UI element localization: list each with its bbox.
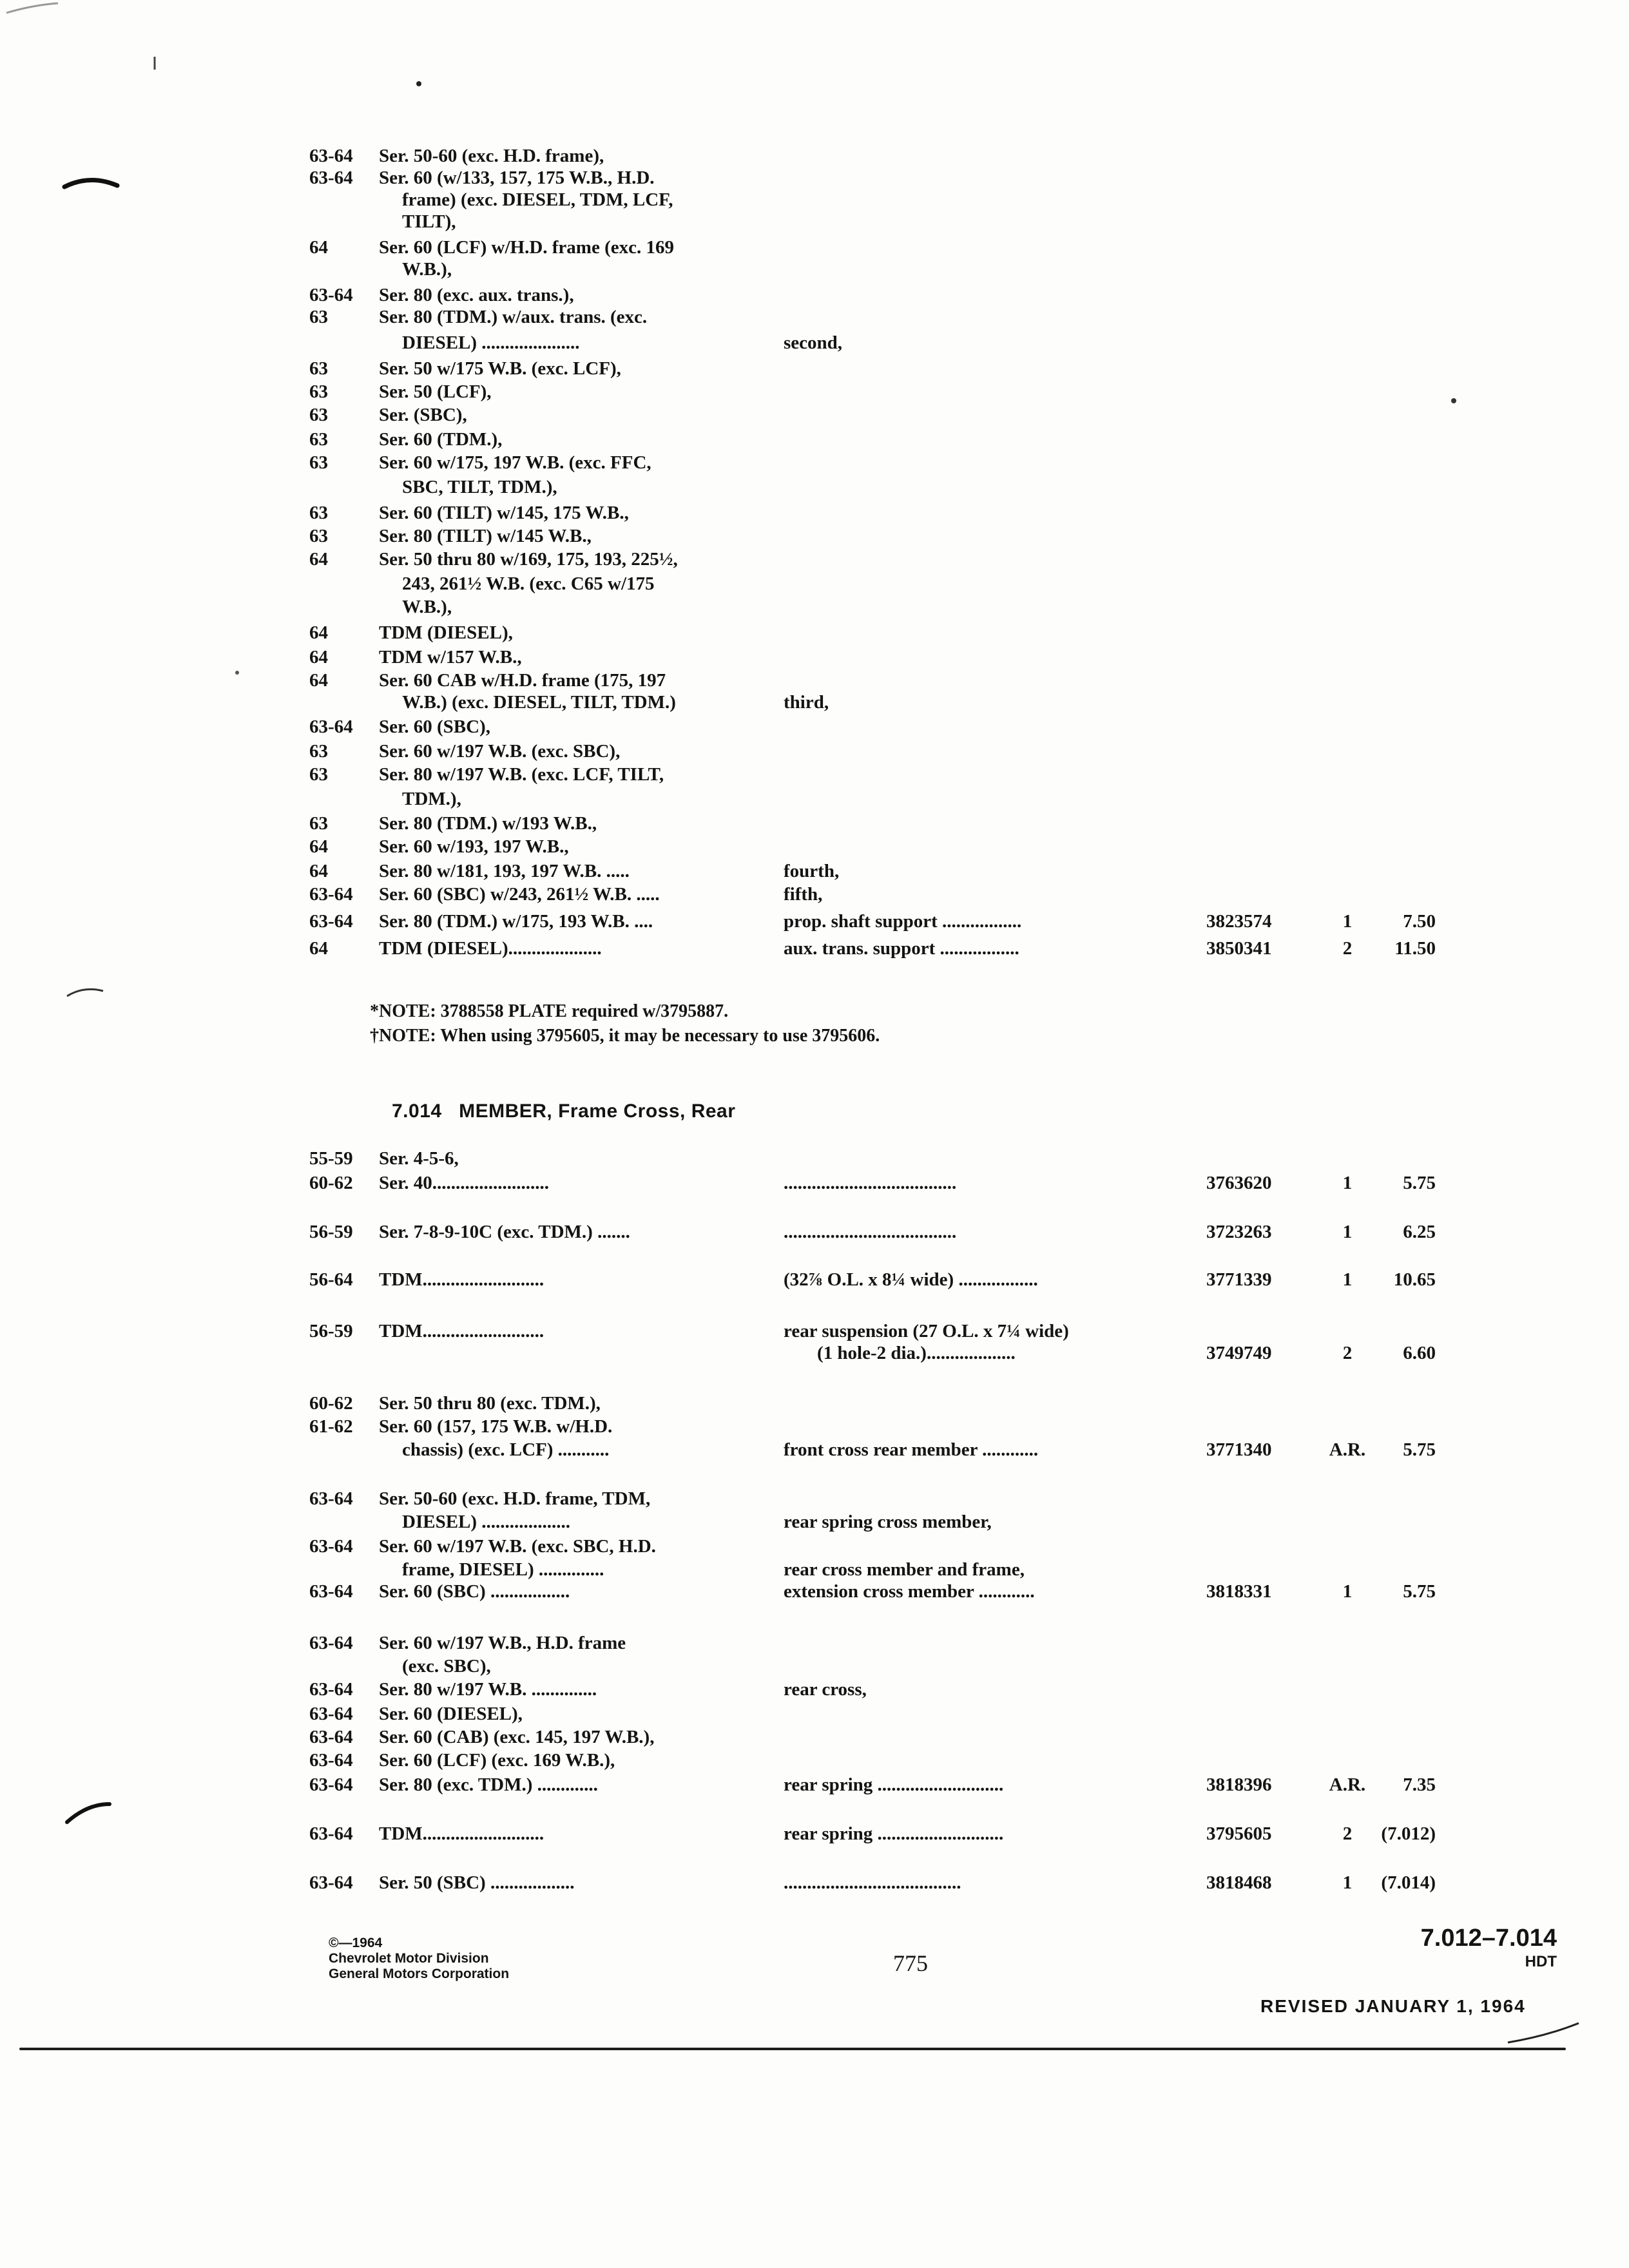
application-description: Ser. 40......................... (379, 1173, 549, 1193)
model-year: 63 (309, 741, 328, 762)
model-year: 64 (309, 237, 328, 258)
model-year: 64 (309, 670, 328, 691)
model-year: 64 (309, 938, 328, 959)
model-year: 61-62 (309, 1416, 353, 1437)
model-year: 63-64 (309, 285, 353, 305)
part-description: rear spring cross member, (784, 1512, 992, 1532)
part-number: 3823574 (1206, 911, 1272, 932)
application-description: TDM.......................... (379, 1823, 545, 1844)
part-description: rear cross member and frame, (784, 1559, 1025, 1580)
model-year: 63-64 (309, 1872, 353, 1893)
model-year: 63-64 (309, 1488, 353, 1509)
model-year: 63-64 (309, 1823, 353, 1844)
model-year: 60-62 (309, 1393, 353, 1414)
model-year: 60-62 (309, 1173, 353, 1193)
model-year: 63-64 (309, 1581, 353, 1602)
speck (235, 671, 239, 675)
quantity: 2 (1342, 1823, 1353, 1844)
model-year: 64 (309, 549, 328, 570)
application-description: Ser. 80 (exc. aux. trans.), (379, 285, 574, 305)
application-description: Ser. 60 (DIESEL), (379, 1704, 523, 1724)
margin-mark (67, 989, 103, 996)
quantity: 1 (1342, 1269, 1353, 1290)
price: 6.25 (1403, 1222, 1436, 1242)
application-continued: frame) (exc. DIESEL, TDM, LCF, (402, 189, 673, 210)
part-number: 3795605 (1206, 1823, 1272, 1844)
application-description: Ser. 60 (CAB) (exc. 145, 197 W.B.), (379, 1727, 655, 1747)
part-description: extension cross member ............ (784, 1581, 1035, 1602)
application-description: Ser. 50 w/175 W.B. (exc. LCF), (379, 358, 621, 379)
quantity: 1 (1342, 1872, 1353, 1893)
model-year: 63 (309, 503, 328, 523)
application-description: Ser. 50 (LCF), (379, 381, 492, 402)
speck (1451, 398, 1456, 403)
application-description: Ser. 60 (TDM.), (379, 429, 503, 450)
application-description: Ser. 60 w/197 W.B., H.D. frame (379, 1633, 626, 1653)
model-year: 63 (309, 764, 328, 785)
quantity: 2 (1342, 938, 1353, 959)
model-year: 63 (309, 526, 328, 546)
part-description: third, (784, 692, 829, 713)
application-description: Ser. 80 w/181, 193, 197 W.B. ..... (379, 861, 630, 881)
part-description: rear spring ........................... (784, 1823, 1004, 1844)
price: 6.60 (1403, 1343, 1436, 1363)
margin-mark (1508, 2023, 1579, 2042)
application-description: Ser. 80 (TDM.) w/175, 193 W.B. .... (379, 911, 653, 932)
price: 11.50 (1394, 938, 1436, 959)
application-continued: W.B.) (exc. DIESEL, TILT, TDM.) (402, 692, 676, 713)
model-year: 56-59 (309, 1321, 353, 1341)
model-year: 63-64 (309, 1774, 353, 1795)
section-range: 7.012–7.014 (1420, 1925, 1557, 1952)
model-year: 55-59 (309, 1148, 353, 1169)
price: 10.65 (1393, 1269, 1436, 1290)
model-year: 63-64 (309, 1633, 353, 1653)
model-year: 63 (309, 452, 328, 473)
model-year: 63-64 (309, 1679, 353, 1700)
application-continued: TILT), (402, 211, 456, 232)
model-year: 63 (309, 429, 328, 450)
price: 7.50 (1403, 911, 1436, 932)
model-year: 63-64 (309, 146, 353, 166)
part-number: 3723263 (1206, 1222, 1272, 1242)
price: 5.75 (1403, 1173, 1436, 1193)
quantity: A.R. (1329, 1439, 1366, 1460)
application-description: Ser. 80 (exc. TDM.) ............. (379, 1774, 598, 1795)
revision-date: REVISED JANUARY 1, 1964 (1260, 1996, 1526, 2016)
section-number: 7.014 (392, 1100, 442, 1122)
note-plate: *NOTE: 3788558 PLATE required w/3795887. (370, 1001, 729, 1021)
model-year: 56-59 (309, 1222, 353, 1242)
part-description: fifth, (784, 884, 823, 905)
part-description: front cross rear member ............ (784, 1439, 1039, 1460)
application-description: Ser. 60 (SBC) w/243, 261½ W.B. ..... (379, 884, 660, 905)
application-description: Ser. 50 (SBC) .................. (379, 1872, 575, 1893)
application-description: Ser. 60 (TILT) w/145, 175 W.B., (379, 503, 629, 523)
application-description: Ser. 80 (TDM.) w/193 W.B., (379, 813, 597, 834)
part-description: second, (784, 332, 843, 353)
application-description: Ser. 60 (SBC) ................. (379, 1581, 570, 1602)
model-year: 63 (309, 358, 328, 379)
part-number: 3850341 (1206, 938, 1272, 959)
model-year: 63 (309, 405, 328, 425)
part-number: 3749749 (1206, 1343, 1272, 1363)
application-description: Ser. 50 thru 80 w/169, 175, 193, 225½, (379, 549, 678, 570)
application-continued: frame, DIESEL) .............. (402, 1559, 604, 1580)
application-continued: (exc. SBC), (402, 1656, 491, 1677)
application-continued: DIESEL) ..................... (402, 332, 580, 353)
application-description: Ser. 7-8-9-10C (exc. TDM.) ....... (379, 1222, 630, 1242)
application-description: Ser. 80 w/197 W.B. (exc. LCF, TILT, (379, 764, 664, 785)
part-number: 3818331 (1206, 1581, 1272, 1602)
application-description: Ser. 60 (w/133, 157, 175 W.B., H.D. (379, 168, 655, 188)
application-continued: TDM.), (402, 789, 461, 809)
application-description: Ser. 60 (LCF) w/H.D. frame (exc. 169 (379, 237, 674, 258)
part-description: (32⅞ O.L. x 8¼ wide) ................. (784, 1269, 1038, 1290)
application-continued: 243, 261½ W.B. (exc. C65 w/175 (402, 573, 655, 594)
application-description: Ser. 50-60 (exc. H.D. frame), (379, 146, 604, 166)
application-description: Ser. 60 CAB w/H.D. frame (175, 197 (379, 670, 666, 691)
application-description: Ser. 60 (SBC), (379, 716, 490, 737)
application-description: Ser. 60 w/175, 197 W.B. (exc. FFC, (379, 452, 651, 473)
price: (7.012) (1381, 1823, 1436, 1844)
margin-mark (6, 3, 58, 13)
part-description: ..................................... (784, 1222, 957, 1242)
part-number: 3818396 (1206, 1774, 1272, 1795)
application-description: Ser. 80 (TDM.) w/aux. trans. (exc. (379, 307, 648, 327)
price: 7.35 (1403, 1774, 1436, 1795)
model-year: 63-64 (309, 1750, 353, 1771)
price: 5.75 (1403, 1439, 1436, 1460)
publisher-division: Chevrolet Motor Division (329, 1951, 489, 1966)
quantity: 2 (1342, 1343, 1353, 1363)
quantity: 1 (1342, 1222, 1353, 1242)
note-usage: †NOTE: When using 3795605, it may be necessary to use 3795606. (370, 1026, 880, 1046)
section-title: MEMBER, (459, 1100, 553, 1122)
application-description: Ser. 4-5-6, (379, 1148, 459, 1169)
quantity: 1 (1342, 911, 1353, 932)
part-number: 3771340 (1206, 1439, 1272, 1460)
quantity: A.R. (1329, 1774, 1366, 1795)
speck (416, 81, 421, 86)
page-number: 775 (893, 1950, 928, 1976)
quantity: 1 (1342, 1581, 1353, 1602)
model-year: 64 (309, 861, 328, 881)
part-number: 3818468 (1206, 1872, 1272, 1893)
part-description-continued: (1 hole-2 dia.)................... (817, 1343, 1016, 1363)
model-year: 64 (309, 647, 328, 668)
catalog-code: HDT (1525, 1953, 1557, 1970)
application-description: Ser. 60 w/193, 197 W.B., (379, 836, 569, 857)
margin-mark (64, 180, 117, 187)
model-year: 63-64 (309, 1704, 353, 1724)
model-year: 64 (309, 622, 328, 643)
model-year: 63-64 (309, 911, 353, 932)
model-year: 63 (309, 381, 328, 402)
application-description: TDM w/157 W.B., (379, 647, 522, 668)
application-description: TDM (DIESEL), (379, 622, 513, 643)
model-year: 63-64 (309, 716, 353, 737)
price: (7.014) (1381, 1872, 1436, 1893)
part-description: rear suspension (27 O.L. x 7¼ wide) (784, 1321, 1069, 1341)
application-description: Ser. 60 w/197 W.B. (exc. SBC, H.D. (379, 1536, 656, 1557)
part-number: 3763620 (1206, 1173, 1272, 1193)
quantity: 1 (1342, 1173, 1353, 1193)
model-year: 63 (309, 813, 328, 834)
model-year: 64 (309, 836, 328, 857)
copyright: ©—1964 (329, 1936, 383, 1950)
model-year: 63 (309, 307, 328, 327)
price: 5.75 (1403, 1581, 1436, 1602)
part-description: prop. shaft support ................. (784, 911, 1022, 932)
part-description: ...................................... (784, 1872, 961, 1893)
model-year: 63-64 (309, 884, 353, 905)
model-year: 56-64 (309, 1269, 353, 1290)
publisher-corporation: General Motors Corporation (329, 1966, 510, 1981)
application-description: Ser. 80 (TILT) w/145 W.B., (379, 526, 592, 546)
application-description: Ser. (SBC), (379, 405, 467, 425)
part-description: fourth, (784, 861, 840, 881)
application-description: TDM.......................... (379, 1321, 545, 1341)
application-description: Ser. 80 w/197 W.B. .............. (379, 1679, 597, 1700)
application-continued: DIESEL) ................... (402, 1512, 571, 1532)
part-description: aux. trans. support ................. (784, 938, 1019, 959)
application-description: Ser. 60 (157, 175 W.B. w/H.D. (379, 1416, 613, 1437)
application-continued: W.B.), (402, 597, 452, 617)
application-description: Ser. 60 (LCF) (exc. 169 W.B.), (379, 1750, 615, 1771)
application-description: TDM.......................... (379, 1269, 545, 1290)
model-year: 63-64 (309, 168, 353, 188)
application-description: TDM (DIESEL).................... (379, 938, 602, 959)
model-year: 63-64 (309, 1536, 353, 1557)
application-continued: chassis) (exc. LCF) ........... (402, 1439, 610, 1460)
application-continued: SBC, TILT, TDM.), (402, 477, 557, 497)
part-description: rear cross, (784, 1679, 867, 1700)
application-continued: W.B.), (402, 259, 452, 280)
part-description: ..................................... (784, 1173, 957, 1193)
part-description: rear spring ........................... (784, 1774, 1004, 1795)
margin-mark (67, 1804, 110, 1822)
application-description: Ser. 60 w/197 W.B. (exc. SBC), (379, 741, 621, 762)
application-description: Ser. 50-60 (exc. H.D. frame, TDM, (379, 1488, 651, 1509)
model-year: 63-64 (309, 1727, 353, 1747)
part-number: 3771339 (1206, 1269, 1272, 1290)
application-description: Ser. 50 thru 80 (exc. TDM.), (379, 1393, 601, 1414)
section-subtitle: Frame Cross, Rear (558, 1100, 736, 1122)
